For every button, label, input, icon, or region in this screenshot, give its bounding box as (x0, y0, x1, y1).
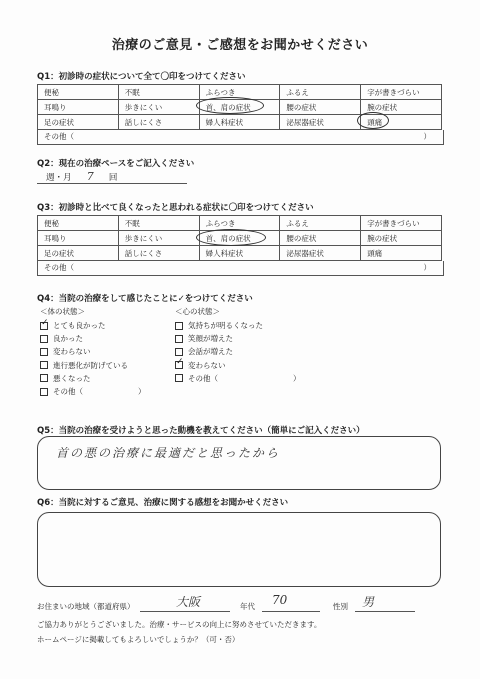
q3-cell[interactable]: 話しにくさ (118, 246, 199, 261)
q3-cell[interactable]: 歩きにくい (118, 231, 199, 246)
q3-cell[interactable]: 字が書きづらい (361, 216, 442, 231)
q1-circle-mark-neck-shoulder (196, 97, 264, 114)
q6-answer-box[interactable] (37, 512, 441, 587)
option-label: 会話が増えた (188, 347, 233, 357)
q3-heading: Q3：初診時と比べて良くなったと思われる症状に〇印をつけてください (37, 203, 314, 213)
q5-answer: 首の悪の治療に最適だと思ったから (56, 446, 281, 460)
q3-other-label: その他（ (44, 263, 74, 272)
q1-other-row[interactable] (37, 130, 444, 145)
q1-other-label: その他（ (44, 132, 74, 141)
region-label: お住まいの地域（都道府県） (37, 602, 135, 611)
q1-circle-mark-headache (357, 112, 389, 129)
q1-cell[interactable]: 歩きにくい (118, 100, 199, 115)
q3-cell[interactable]: 耳鳴り (38, 231, 119, 246)
q1-other-close: ） (423, 132, 431, 141)
q1-cell[interactable]: 耳鳴り (38, 100, 119, 115)
table-row (38, 246, 442, 261)
q3-other-row[interactable] (37, 261, 444, 276)
age-label: 年代 (240, 602, 255, 611)
q3-cell[interactable]: 足の症状 (38, 246, 119, 261)
age-underline (262, 611, 320, 612)
option-label: 悪くなった (53, 373, 91, 383)
q5-heading: Q5：当院の治療を受けようと思った動機を教えてください（簡単にご記入ください） (37, 426, 365, 436)
q3-cell[interactable]: 便秘 (38, 216, 119, 231)
q4-heading: Q4：当院の治療をして感じたことに✓をつけてください (37, 294, 253, 304)
q3-cell[interactable]: 腕の症状 (361, 231, 442, 246)
option-label: 良かった (53, 334, 83, 344)
paren-close: ） (293, 373, 301, 383)
option-label: その他（ (188, 373, 218, 383)
option-label: 変わらない (188, 360, 226, 370)
q3-cell[interactable]: 婦人科症状 (199, 246, 280, 261)
q4-mind-option[interactable] (175, 372, 375, 385)
q1-cell[interactable]: ふらつき (199, 85, 280, 100)
q3-cell[interactable]: 頭痛 (361, 246, 442, 261)
q3-cell[interactable]: 腰の症状 (280, 231, 361, 246)
q1-cell[interactable]: 首、肩の症状 (199, 100, 280, 115)
q4-mind-header: ＜心の状態＞ (175, 307, 220, 316)
checkbox[interactable] (40, 335, 48, 343)
paren-close: ） (138, 387, 146, 397)
checkbox[interactable] (40, 348, 48, 356)
sex-underline (355, 611, 415, 612)
q1-cell[interactable]: 泌尿器症状 (280, 115, 361, 130)
option-label: 笑顔が増えた (188, 334, 233, 344)
q2-value[interactable]: 7 (86, 170, 94, 183)
q5-answer-box[interactable] (37, 436, 441, 490)
q3-cell[interactable]: ふらつき (199, 216, 280, 231)
option-label: 気持ちが明るくなった (188, 321, 263, 331)
q1-cell[interactable]: 腰の症状 (280, 100, 361, 115)
q4-mind-column (175, 306, 375, 385)
q2-answer-line (46, 170, 117, 183)
q3-cell[interactable]: 泌尿器症状 (280, 246, 361, 261)
q4-body-option[interactable] (40, 385, 200, 398)
q1-cell[interactable]: 頭痛 (361, 115, 442, 130)
option-label: 進行悪化が防げている (53, 360, 128, 370)
q2-prefix: 週・月 (46, 173, 72, 183)
q4-mind-option[interactable] (175, 319, 375, 332)
sex-label: 性別 (333, 602, 348, 611)
option-label: とても良かった (53, 321, 106, 331)
q4-body-header: ＜体の状態＞ (40, 307, 85, 316)
option-label: その他（ (53, 387, 83, 397)
checkbox[interactable] (175, 322, 183, 330)
sex-value[interactable]: 男 (362, 595, 375, 609)
region-value[interactable]: 大阪 (176, 595, 201, 609)
q2-suffix: 回 (108, 173, 118, 183)
checkbox[interactable] (175, 348, 183, 356)
checkbox[interactable] (175, 335, 183, 343)
q4-mind-option[interactable] (175, 345, 375, 358)
q6-heading: Q6：当院に対するご意見、治療に関する感想をお聞かせください (37, 498, 289, 508)
q1-cell[interactable]: ふるえ (280, 85, 361, 100)
checkbox[interactable] (175, 374, 183, 382)
thanks-text: ご協力ありがとうございました。治療・サービスの向上に努めさせていただきます。 (37, 620, 322, 629)
option-label: 変わらない (53, 347, 91, 357)
checkbox-checked[interactable] (175, 361, 183, 369)
page-title: 治療のご意見・ご感想をお聞かせください (111, 38, 369, 53)
checkbox-checked[interactable] (40, 322, 48, 330)
q3-cell[interactable]: 不眠 (118, 216, 199, 231)
q3-circle-mark-neck-shoulder (196, 229, 266, 246)
q1-cell[interactable]: 便秘 (38, 85, 119, 100)
q4-mind-option[interactable] (175, 359, 375, 372)
region-underline (140, 611, 230, 612)
q1-cell[interactable]: 婦人科症状 (199, 115, 280, 130)
publish-consent[interactable]: ホームページに掲載してもよろしいでしょうか？（可・否） (37, 635, 240, 644)
q1-cell[interactable]: 話しにくさ (118, 115, 199, 130)
q1-cell[interactable]: 字が書きづらい (361, 85, 442, 100)
q1-cell[interactable]: 不眠 (118, 85, 199, 100)
q1-heading: Q1：初診時の症状について全て〇印をつけてください (37, 72, 246, 82)
q1-cell[interactable]: 腕の症状 (361, 100, 442, 115)
q3-cell[interactable]: 首、肩の症状 (199, 231, 280, 246)
q3-cell[interactable]: ふるえ (280, 216, 361, 231)
q2-heading: Q2：現在の治療ペースをご記入ください (37, 159, 195, 169)
table-row (38, 216, 442, 231)
q2-underline (37, 183, 187, 184)
q4-mind-option[interactable] (175, 332, 375, 345)
checkbox[interactable] (40, 374, 48, 382)
checkbox[interactable] (40, 361, 48, 369)
age-value[interactable]: 70 (272, 593, 288, 607)
q3-other-close: ） (423, 263, 431, 272)
q1-cell[interactable]: 足の症状 (38, 115, 119, 130)
checkbox[interactable] (40, 388, 48, 396)
